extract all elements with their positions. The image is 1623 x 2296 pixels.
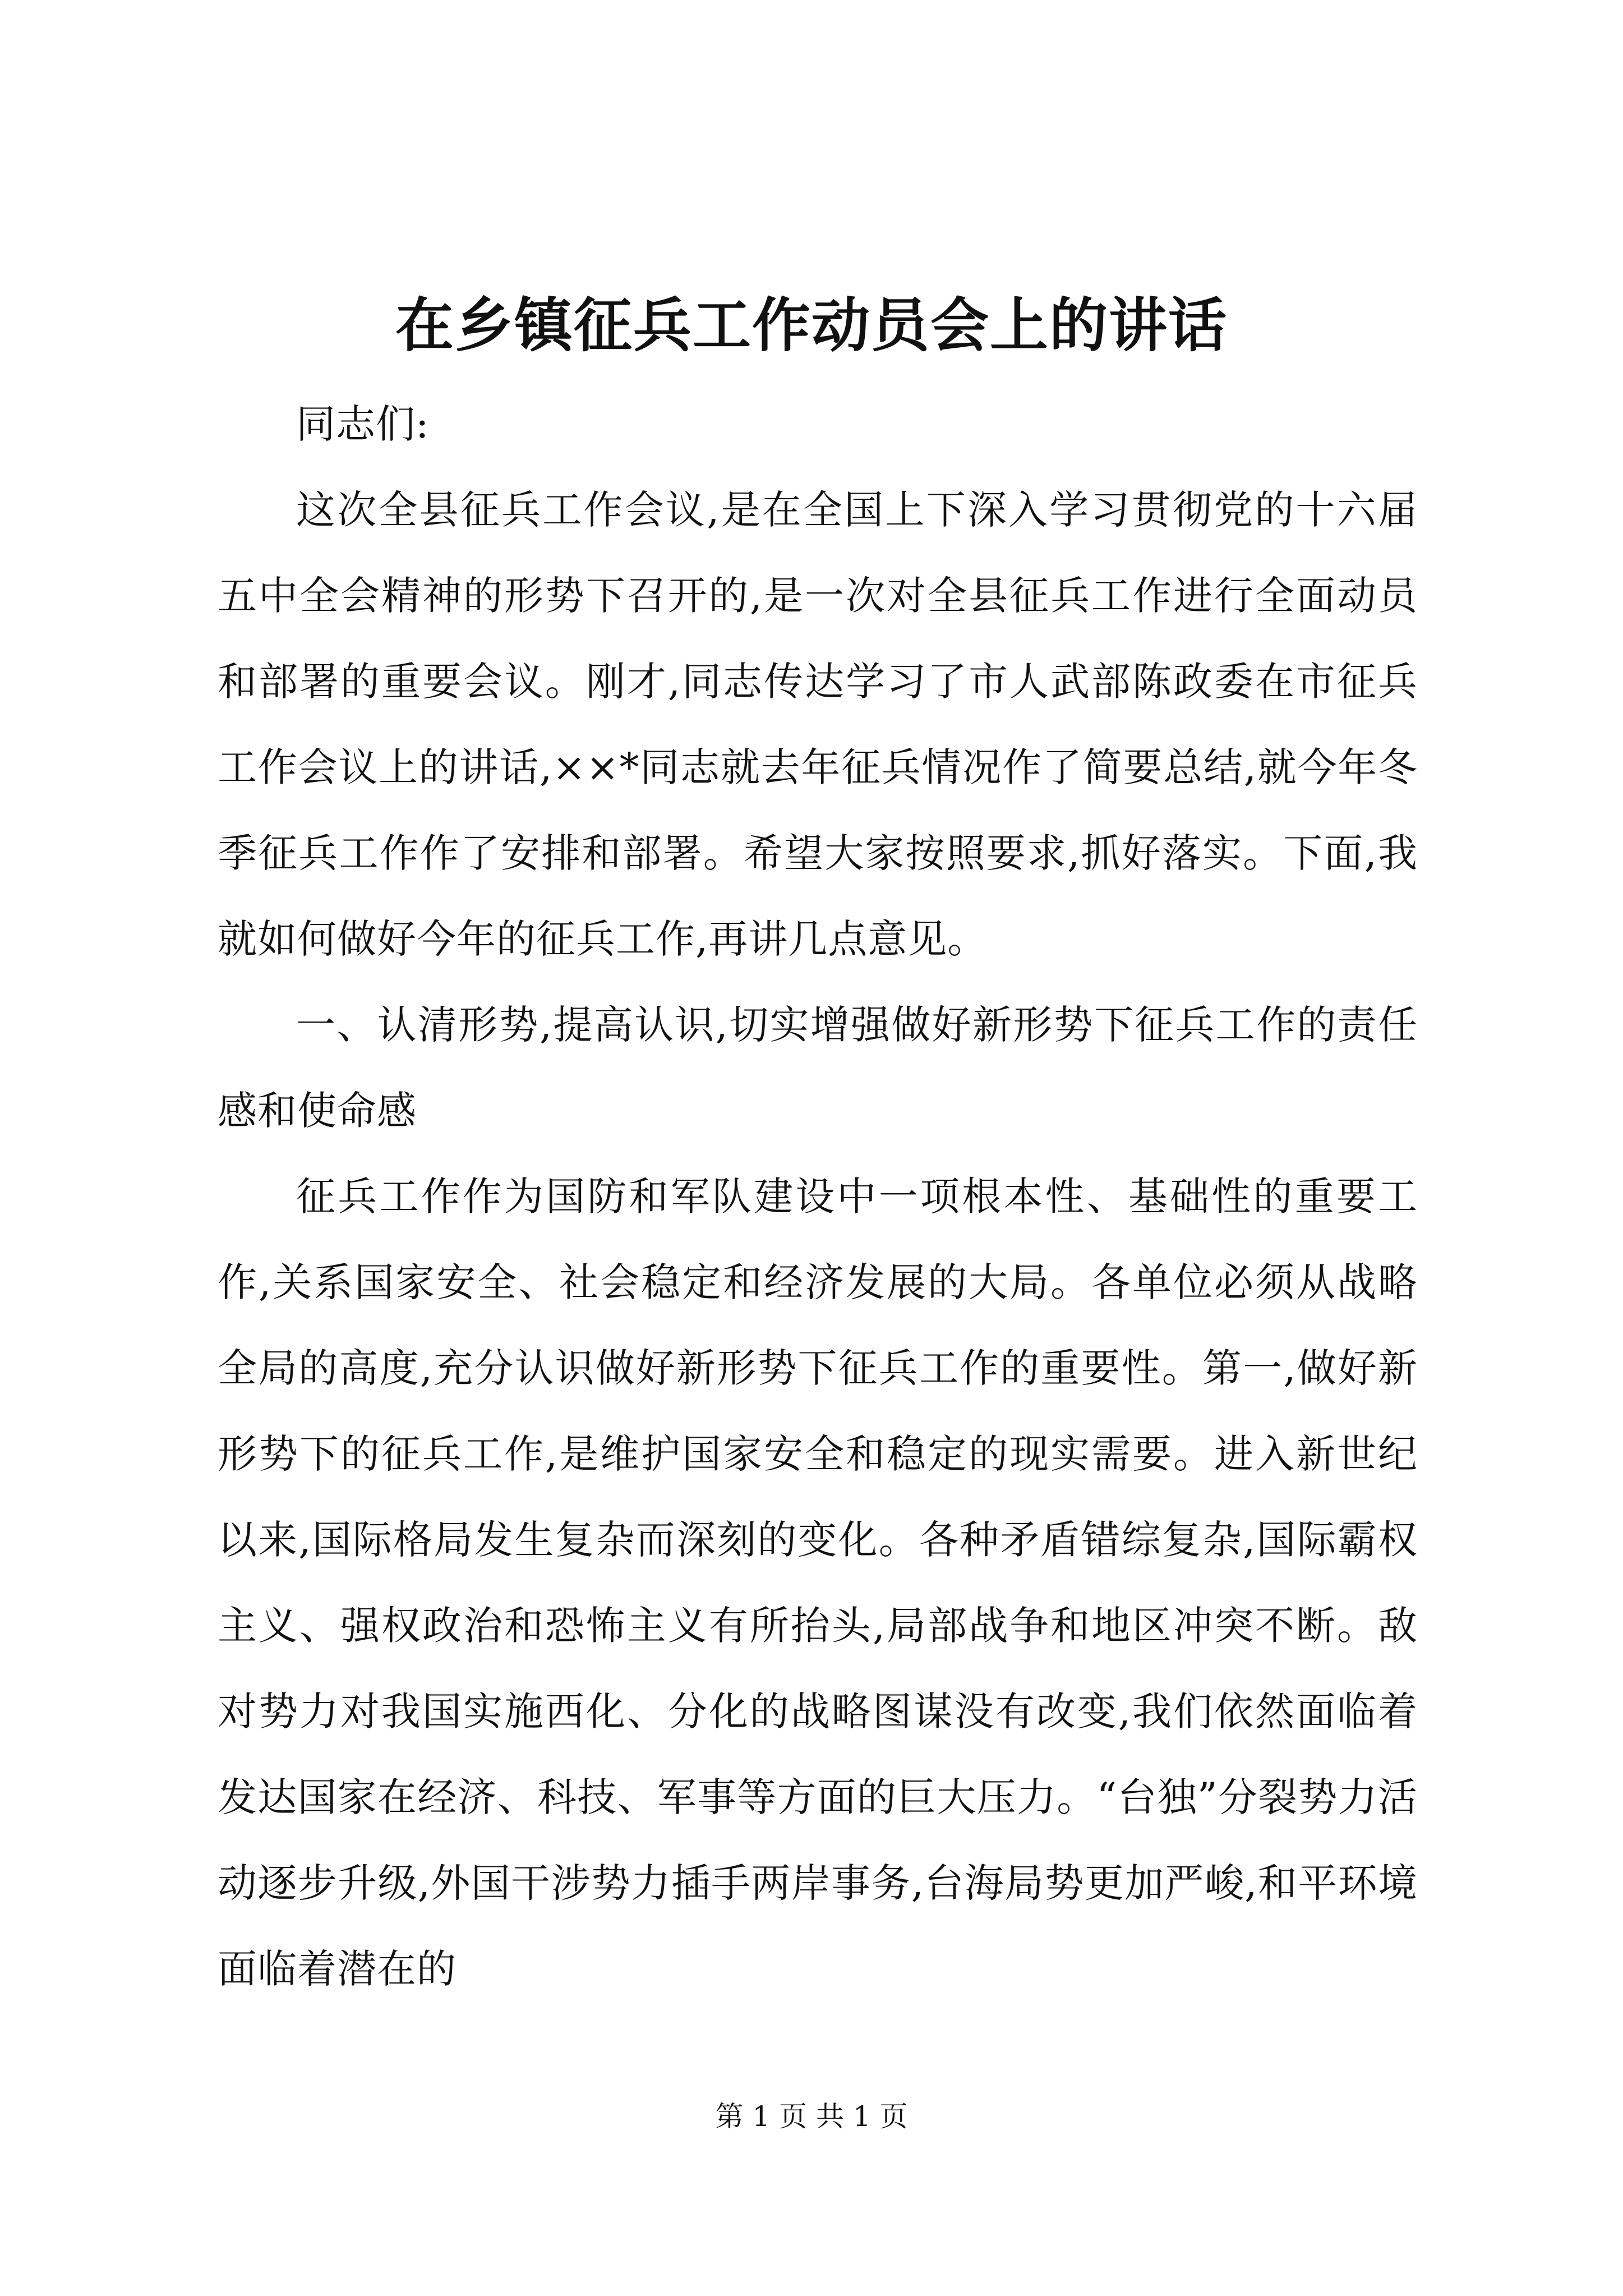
- document-title: 在乡镇征兵工作动员会上的讲话: [395, 291, 1228, 360]
- section-heading-1: 一、认清形势,提高认识,切实增强做好新形势下征兵工作的责任感和使命感: [218, 1002, 1418, 1134]
- document-body: [218, 381, 1418, 2012]
- page-footer: 第 1 页 共 1 页: [715, 2100, 908, 2133]
- intro-paragraph: 这次全县征兵工作会议,是在全国上下深入学习贯彻党的十六届五中全会精神的形势下召开的,是一次对全县征兵工作进行全面动员和部署的重要会议。刚才,同志传达学习了市人武部陈政委在市征兵工作会议上的讲话,××*同志就去年征兵情况作了简要总结,就今年冬季征兵工作作了安排和部署。希望大家按照要求,抓好落实。下面,我就如何做好今年的征兵工作,再讲几点意见。: [218, 487, 1418, 962]
- section-1-paragraph: 征兵工作作为国防和军队建设中一项根本性、基础性的重要工作,关系国家安全、社会稳定和经济发展的大局。各单位必须从战略全局的高度,充分认识做好新形势下征兵工作的重要性。第一,做好新形势下的征兵工作,是维护国家安全和稳定的现实需要。进入新世纪以来,国际格局发生复杂而深刻的变化。各种矛盾错综复杂,国际霸权主义、强权政治和恐怖主义有所抬头,局部战争和地区冲突不断。敌对势力对我国实施西化、分化的战略图谋没有改变,我们依然面临着发达国家在经济、科技、军事等方面的巨大压力。“台独”分裂势力活动逐步升级,外国干涉势力插手两岸事务,台海局势更加严峻,和平环境面临着潜在的: [218, 1174, 1418, 1992]
- salutation-paragraph: 同志们:: [296, 401, 430, 447]
